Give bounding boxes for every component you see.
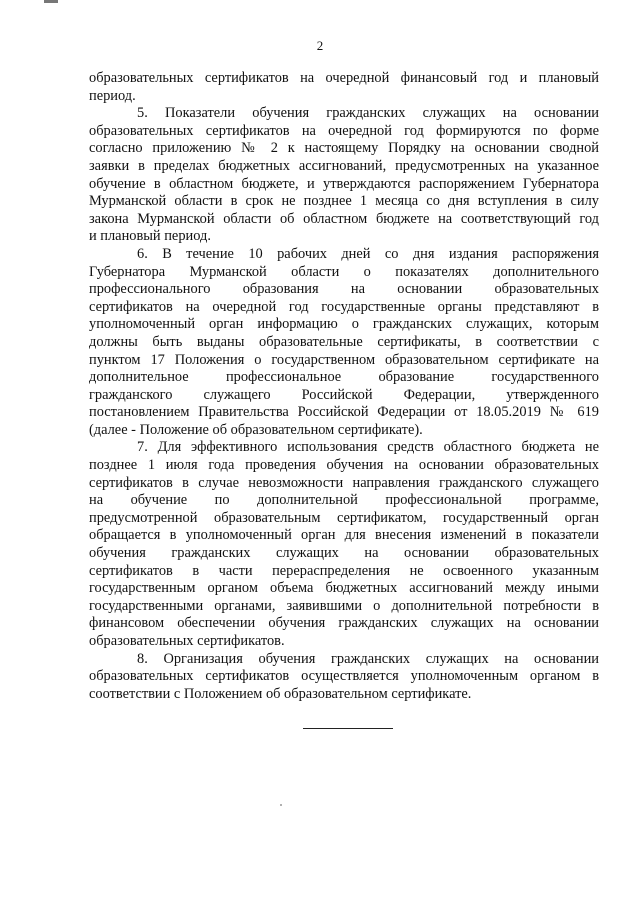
document-body: [89, 70, 599, 703]
text-line: должны быть выданы образовательные сертификаты, в соответствии с: [89, 333, 599, 350]
text-line: заявки в пределах бюджетных ассигнований, предусмотренных на указанное: [89, 157, 599, 174]
page-number: 2: [316, 38, 324, 53]
text-line: образовательных сертификатов осуществляется уполномоченным органом в: [89, 668, 599, 685]
text-line: обучение в областном бюджете, и утверждаются распоряжением Губернатора: [89, 175, 599, 192]
text-line: на обучение по дополнительной профессиональной программе,: [89, 492, 599, 509]
paragraph-item-6: [89, 246, 599, 440]
text-line: соответствии с Положением об образовательном сертификате.: [89, 685, 472, 702]
text-line: образовательных сертификатов.: [89, 633, 285, 649]
scan-speck: [280, 804, 282, 806]
paragraph-item-5: [89, 105, 599, 246]
paragraph-item-7: [89, 439, 599, 650]
text-line: позднее 1 июля года проведения обучения на основании образовательных: [89, 457, 599, 474]
text-line: постановлением Правительства Российской Федерации от 18.05.2019 № 619: [89, 404, 599, 421]
text-line: предусмотренной образовательным сертификатом, государственный орган: [89, 509, 599, 526]
text-line: финансовом обеспечении обучения гражданских служащих на основании: [89, 615, 599, 632]
text-line: обращается в уполномоченный орган для внесения изменений в показатели: [89, 527, 599, 544]
scan-corner-mark: [44, 0, 58, 3]
paragraph-continuation: [89, 70, 599, 105]
text-line: период.: [89, 87, 136, 104]
text-line: государственным органом объема бюджетных ассигнований между иными: [89, 580, 599, 597]
text-line: 8. Организация обучения гражданских служащих на основании: [137, 650, 599, 667]
text-line: государственными органами, заявившими о дополнительной потребности в: [89, 597, 599, 614]
text-line: обучения гражданских служащих на основании образовательных: [89, 545, 599, 562]
text-line: 6. В течение 10 рабочих дней со дня издания распоряжения: [137, 245, 599, 262]
text-line: сертификатов в случае невозможности направления гражданского служащего: [89, 474, 599, 491]
text-line: согласно приложению № 2 к настоящему Порядку на основании сводной: [89, 140, 599, 157]
text-line: Мурманской области в срок не позднее 1 месяца со дня вступления в силу: [89, 193, 599, 210]
text-line: уполномоченный орган информацию о гражданских служащих, которым: [89, 316, 599, 333]
text-line: 5. Показатели обучения гражданских служащих на основании: [137, 105, 599, 122]
text-line: закона Мурманской области об областном бюджете на соответствующий год: [89, 210, 599, 227]
text-line: образовательных сертификатов на очередной год формируются по форме: [89, 122, 599, 139]
text-line: профессионального образования на основании образовательных: [89, 281, 599, 298]
text-line: дополнительное профессиональное образование государственного: [89, 369, 599, 386]
text-line: пунктом 17 Положения о государственном образовательном сертификате на: [89, 351, 599, 368]
text-line: гражданского служащего Российской Федерации, утвержденного: [89, 386, 599, 403]
text-line: образовательных сертификатов на очередной финансовый год и плановый: [89, 70, 599, 86]
paragraph-item-8: [89, 651, 599, 704]
text-line: сертификатов на очередной год государственные органы представляют в: [89, 298, 599, 315]
end-of-document-rule: [303, 728, 393, 729]
text-line: 7. Для эффективного использования средств областного бюджета не: [137, 439, 599, 456]
text-line: Губернатора Мурманской области о показателях дополнительного: [89, 263, 599, 280]
text-line: и плановый период.: [89, 228, 211, 245]
text-line: сертификатов в части перераспределения не освоенного указанным: [89, 562, 599, 579]
text-line: (далее - Положение об образовательном сертификате).: [89, 421, 423, 438]
